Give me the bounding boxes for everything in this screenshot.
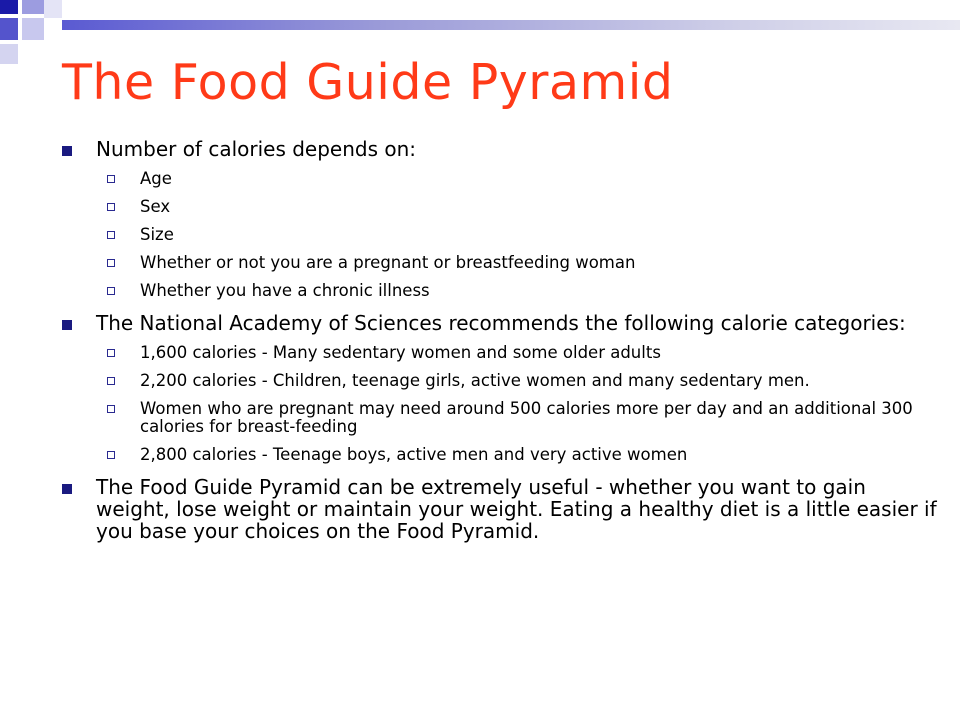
title-accent-bar: [62, 20, 960, 30]
hollow-square-bullet-icon: [107, 175, 115, 183]
bullet-text: The Food Guide Pyramid can be extremely useful - whether you want to gain weight, lose weight or maintain your weight. Eating a healthy diet is a little easier if you base your choices on the Food Pyramid.: [96, 475, 937, 543]
sub-bullet-item: [58, 170, 938, 188]
decor-square: [44, 0, 62, 18]
sub-bullet-text: Size: [140, 225, 174, 244]
decor-square: [0, 18, 18, 40]
sub-bullet-text: 1,600 calories - Many sedentary women and some older adults: [140, 343, 661, 362]
hollow-square-bullet-icon: [107, 231, 115, 239]
bullet-text: The National Academy of Sciences recommends the following calorie categories:: [96, 311, 906, 335]
sub-bullet-item: [58, 282, 938, 300]
hollow-square-bullet-icon: [107, 349, 115, 357]
decor-square: [22, 0, 44, 14]
sub-bullet-item: [58, 226, 938, 244]
sub-bullet-text: 2,200 calories - Children, teenage girls, active women and many sedentary men.: [140, 371, 810, 390]
hollow-square-bullet-icon: [107, 287, 115, 295]
sub-bullet-text: Whether or not you are a pregnant or breastfeeding woman: [140, 253, 636, 272]
sub-bullet-text: Women who are pregnant may need around 500 calories more per day and an additional 300 calories for breast-feeding: [140, 399, 913, 436]
sub-bullet-item: [58, 372, 938, 390]
square-bullet-icon: [62, 484, 72, 494]
hollow-square-bullet-icon: [107, 259, 115, 267]
bullet-item: [58, 312, 938, 334]
bullet-text: Number of calories depends on:: [96, 137, 417, 161]
sub-bullet-item: [58, 344, 938, 362]
hollow-square-bullet-icon: [107, 377, 115, 385]
hollow-square-bullet-icon: [107, 405, 115, 413]
bullet-item: [58, 476, 938, 542]
slide-body: [58, 138, 938, 542]
sub-bullet-item: [58, 254, 938, 272]
sub-bullet-text: Whether you have a chronic illness: [140, 281, 430, 300]
decor-square: [0, 0, 18, 14]
bullet-item: [58, 138, 938, 160]
decor-square: [22, 18, 44, 40]
sub-bullet-item: [58, 446, 938, 464]
square-bullet-icon: [62, 320, 72, 330]
decor-square: [0, 44, 18, 64]
slide-title: The Food Guide Pyramid: [62, 54, 674, 111]
hollow-square-bullet-icon: [107, 451, 115, 459]
sub-bullet-text: Sex: [140, 197, 171, 216]
sub-bullet-text: Age: [140, 169, 172, 188]
sub-bullet-item: [58, 400, 938, 436]
square-bullet-icon: [62, 146, 72, 156]
sub-bullet-item: [58, 198, 938, 216]
hollow-square-bullet-icon: [107, 203, 115, 211]
sub-bullet-text: 2,800 calories - Teenage boys, active men and very active women: [140, 445, 688, 464]
